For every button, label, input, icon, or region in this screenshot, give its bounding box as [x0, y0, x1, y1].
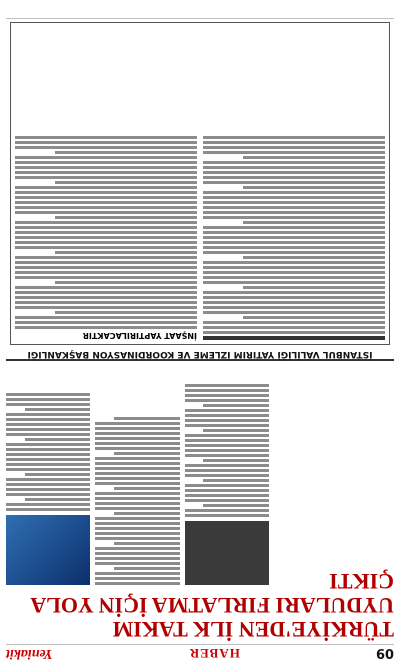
main-headline: TÜRKİYE'DEN İLK TAKIM UYDULARI FIRLATMA İÇİN YOLA ÇIKTI	[31, 569, 394, 642]
notice-divider	[6, 359, 394, 361]
newspaper-logo: Yeniakit	[6, 646, 53, 661]
story-column-2	[95, 382, 179, 585]
section-label: HABER	[188, 646, 240, 661]
page-footer	[6, 4, 394, 19]
story-column-1	[185, 382, 269, 585]
notice-column-2	[15, 27, 197, 340]
notice-top-banner: İNŞAAT YAPTIRILACAKTIR	[82, 331, 197, 340]
page-number: 09	[375, 645, 394, 661]
notice-title: İSTANBUL VALİLİĞİ YATIRIM İZLEME VE KOORDİNASYON BAŞKANLIĞI	[27, 349, 373, 359]
main-story	[6, 382, 394, 585]
story-lead	[274, 382, 394, 585]
tender-notice	[10, 22, 390, 345]
notice-column-1	[203, 27, 385, 340]
story-column-3	[6, 382, 90, 585]
masthead	[6, 644, 394, 661]
satellite-photo	[6, 515, 90, 585]
notice-banner-line	[203, 336, 385, 340]
story-photo	[185, 521, 269, 585]
